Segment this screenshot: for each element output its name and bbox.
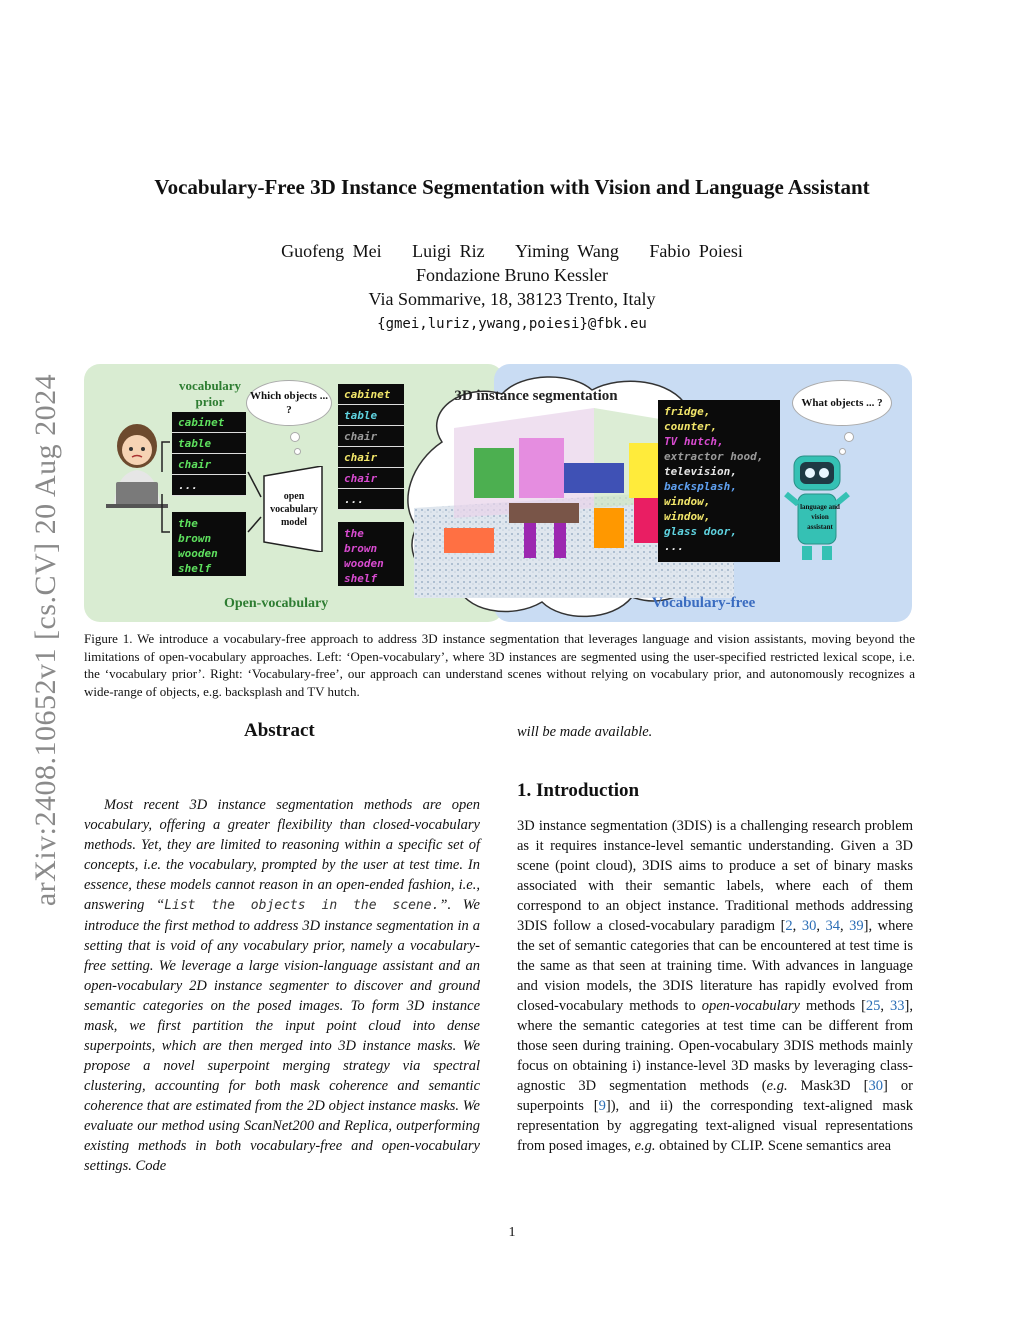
query-word: brown — [178, 532, 212, 545]
vocab-item: ... — [172, 475, 246, 496]
author: Yiming Wang — [515, 241, 619, 261]
query-word: the — [178, 517, 198, 530]
citation[interactable]: 9 — [598, 1098, 606, 1114]
model-label: open vocabulary model — [270, 491, 318, 528]
abstract-heading: Abstract — [244, 720, 315, 741]
class-item: extractor hood, — [664, 450, 764, 463]
vocab-item: chair — [172, 454, 246, 475]
class-item: chair — [338, 447, 404, 468]
arxiv-stamp: arXiv:2408.10652v1 [cs.CV] 20 Aug 2024 — [29, 373, 62, 907]
introduction-heading: 1. Introduction — [517, 780, 640, 801]
teaser-figure — [84, 362, 912, 624]
intro-emphasis: e.g. — [766, 1078, 788, 1094]
intro-text: ]), and ii) the corresponding text-aligned mask representation by aggregating text-aligned visual representations from posed images, — [517, 1098, 913, 1154]
intro-text: methods [ — [799, 998, 866, 1014]
vocabulary-free-label: Vocabulary-free — [652, 595, 756, 611]
author: Guofeng Mei — [281, 241, 382, 261]
vocab-item: table — [172, 433, 246, 454]
citation[interactable]: 25 — [865, 998, 881, 1014]
class-item: television, — [664, 465, 737, 478]
paper-title: Vocabulary-Free 3D Instance Segmentation with Vision and Language Assistant — [154, 175, 870, 199]
figure-caption: Figure 1. We introduce a vocabulary-free approach to address 3D instance segmentation that leverages language and vision assistants, moving beyond the limitations of open-vocabulary approaches. Left: ‘Open-vocabulary’, where 3D instances are segmented using the user-specified restricted lexical scope, i.e. the ‘vocabulary prior’. Right: ‘Vocabulary-free’, our approach can understand scenes without relying on vocabulary prior, and autonomously recognizes a wide-range of objects, e.g. backsplash and TV hutch. — [84, 631, 915, 699]
introduction-body: 3D instance segmentation (3DIS) is a challenging research problem as it requires instance-level semantic understanding. Given a 3D scene (point cloud), 3DIS aims to produce a set of binary masks associated with their semantic labels, where each of them correspond to an object instance. Traditional methods addressing 3DIS follow a closed-vocabulary paradigm [2, 30, 34, 39], where the set of semantic categories that can be encountered at test time is the same as that seen at training time. With advances in language and vision models, the 3DIS literature has rapidly evolved from closed-vocabulary methods to open-vocabulary methods [25, 33], where the semantic categories at test time can be different from those seen during training. Open-vocabulary 3DIS methods mainly focus on obtaining i) instance-level 3D masks by leveraging class-agnostic 3D segmentation methods (e.g. Mask3D [30] or superpoints [9]), and ii) the corresponding text-aligned mask representation by aggregating text-aligned visual representations from posed images, e.g. obtained by CLIP. Scene semantics area — [517, 818, 914, 1154]
intro-emphasis: e.g. — [634, 1138, 656, 1154]
robot-label: language and vision assistant — [800, 503, 840, 531]
intro-text: ] or superpoints [ — [517, 1078, 913, 1114]
abstract-body — [84, 795, 480, 1176]
query-word: wooden — [344, 557, 384, 570]
query-word: brown — [344, 542, 378, 555]
class-item: glass door, — [664, 525, 737, 538]
abstract-text: Most recent 3D instance segmentation methods are open vocabulary, offering a greater flexibility than closed-vocabulary methods. Yet, they are limited to reasoning within a specific set of concepts, i.e. the vocabulary, prompted by the user at test time. In essence, these models cannot reason in an open-ended fashion, i.e., answering “ — [84, 797, 480, 913]
segmented-query-box — [338, 522, 404, 586]
class-item: counter, — [664, 420, 717, 433]
author-email: {gmei,luriz,ywang,poiesi}@fbk.eu — [377, 316, 647, 332]
author: Luigi Riz — [412, 241, 485, 261]
class-item: ... — [664, 540, 684, 553]
class-item: cabinet — [338, 384, 404, 405]
input-arrows — [144, 422, 274, 562]
class-item: chair — [338, 468, 404, 489]
intro-text: obtained by CLIP. Scene semantics area — [655, 1138, 892, 1154]
author: Fabio Poiesi — [649, 241, 743, 261]
citation[interactable]: 34 — [825, 918, 840, 934]
class-item: window, — [664, 495, 711, 508]
query-word: the — [344, 527, 364, 540]
affiliation-institution: Fondazione Bruno Kessler — [416, 265, 608, 285]
thought-dot — [290, 432, 300, 442]
citation[interactable]: 30 — [868, 1078, 884, 1094]
open-vocabulary-label: Open-vocabulary — [224, 596, 329, 611]
intro-text: Mask3D [ — [787, 1078, 869, 1094]
citation[interactable]: 2 — [785, 918, 793, 934]
class-item: ... — [338, 489, 404, 510]
citation[interactable]: 33 — [890, 998, 905, 1014]
intro-text: ], where the set of semantic categories that can be encountered at test time is the same as that seen at training time. With advances in language and vision models, the 3DIS literature has rapidly evolved from closed-vocabulary methods to — [517, 918, 914, 1014]
abstract-quote: List the objects in the scene. — [164, 898, 440, 913]
page-number: 1 — [508, 1225, 516, 1240]
vocabulary-free-class-list — [658, 400, 780, 562]
citation[interactable]: 30 — [801, 918, 817, 934]
class-item: window, — [664, 510, 711, 523]
abstract-text: ”. We introduce the first method to address 3D instance segmentation in a setting that is void of any vocabulary prior, namely a vocabulary-free setting. We leverage a large vision-language assistant and an open-vocabulary 2D instance segmenter to discover and ground semantic categories on the posed images. To form 3D instance mask, we first partition the input point cloud into dense superpoints, which are then merged into 3D instance masks. We propose a novel superpoint merging strategy via spectral clustering, accounting for both mask coherence and semantic coherence that are estimated from the 2D object instance masks. We evaluate our method using ScanNet200 and Replica, outperforming existing methods in both vocabulary-free and open-vocabulary settings. Code — [84, 897, 480, 1174]
intro-text: 3D instance segmentation (3DIS) is a challenging research problem as it requires instance-level semantic understanding. Given a 3D scene (point cloud), 3DIS aims to produce a set of binary masks associated with their semantic labels, where each of them correspond to an object instance. Traditional methods addressing 3DIS follow a closed-vocabulary paradigm [ — [517, 818, 913, 934]
center-title: 3D instance segmentation — [454, 388, 618, 404]
class-item: fridge, — [664, 405, 711, 418]
segmented-class-list — [338, 384, 404, 510]
class-item: TV hutch, — [664, 435, 724, 448]
class-item: backsplash, — [664, 480, 737, 493]
abstract-continuation: will be made available. — [517, 724, 653, 740]
intro-text: ], where the semantic categories at test time can be different from those seen during training. Open-vocabulary 3DIS methods mainly focus on obtaining i) instance-level 3D masks by leveraging class-agnostic 3D segmentation methods ( — [517, 998, 914, 1094]
thought-dot — [294, 448, 301, 455]
class-item: chair — [338, 426, 404, 447]
affiliation-address: Via Sommarive, 18, 38123 Trento, Italy — [368, 289, 656, 309]
intro-emphasis: open-vocabulary — [701, 998, 800, 1014]
vocab-item: cabinet — [172, 412, 246, 433]
citation[interactable]: 39 — [849, 918, 864, 934]
thought-dot — [844, 432, 854, 442]
which-objects-bubble: Which objects ... ? — [246, 380, 332, 426]
author-list — [0, 241, 1024, 262]
query-word: shelf — [344, 572, 378, 585]
what-objects-bubble: What objects ... ? — [792, 380, 892, 426]
query-word: wooden — [178, 547, 218, 560]
vocabulary-prior-label: vocabulary prior — [178, 378, 242, 409]
class-item: table — [338, 405, 404, 426]
query-word: shelf — [178, 562, 212, 575]
